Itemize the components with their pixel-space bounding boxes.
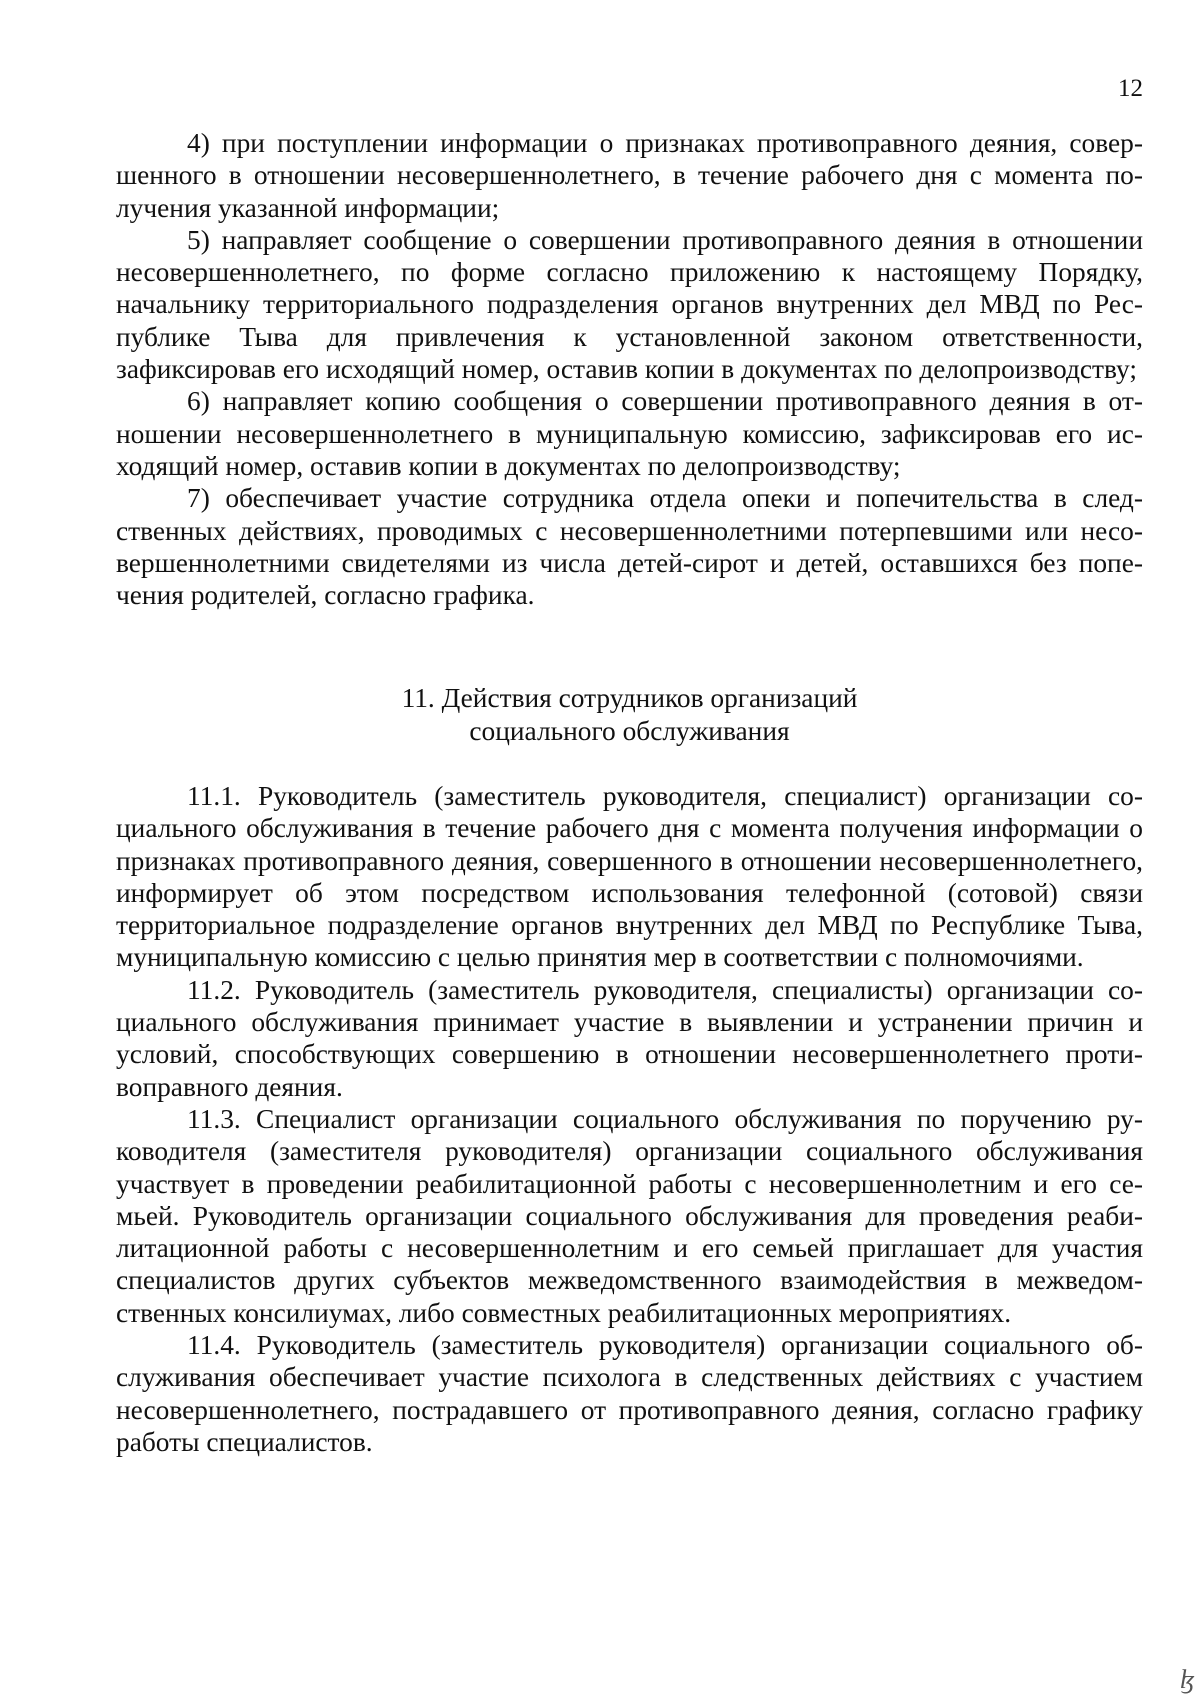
paragraph-item-7: 7) обеспечивает участие сотрудника отдела опеки и попечительства в следственных действиях, проводимых с несовершеннолетними потерпевшими или несовершеннолетними свидетелями из числа детей-сирот и детей, оставшихся без попечения родителей, согласно графика. [116,483,1143,611]
paragraph-item-6: 6) направляет копию сообщения о совершении противоправного деяния в отношении несовершеннолетнего в муниципальную комиссию, зафиксировав его исходящий номер, оставив копии в документах по делопроизводству; [116,386,1143,481]
paragraph-11-4: 11.4. Руководитель (заместитель руководителя) организации социального обслуживания обеспечивает участие психолога в следственных действиях с участием несовершеннолетнего, пострадавшего от противоправного деяния, согласно графику работы специалистов. [116,1330,1143,1457]
section-heading-line2: социального обслуживания [469,716,790,746]
page-number: 12 [1118,75,1143,102]
handwritten-corner-mark: ɮ [1179,1665,1194,1694]
section-11-body [116,780,1143,1458]
paragraph-11-2: 11.2. Руководитель (заместитель руководителя, специалисты) организации социального обслуживания принимает участие в выявлении и устранении причин и условий, способствующих совершению в отношении несовершеннолетнего противоправного деяния. [116,974,1143,1102]
section-heading [116,682,1143,748]
list-items-block [116,127,1143,611]
paragraph-11-1: 11.1. Руководитель (заместитель руководителя, специалист) организации социального обслуживания в течение рабочего дня с момента получения информации о признаках противоправного деяния, совершенного в отношении несовершеннолетнего, информирует об этом посредством использования телефонной (сотовой) связи территориальное подразделение органов внутренних дел МВД по Республике Тыва, муниципальную комиссию с целью принятия мер в соответствии с полномочиями. [116,781,1143,973]
paragraph-item-4: 4) при поступлении информации о признаках противоправного деяния, совершенного в отношении несовершеннолетнего, в течение рабочего дня с момента получения указанной информации; [116,128,1143,223]
section-heading-line1: 11. Действия сотрудников организаций [401,683,858,713]
paragraph-11-3: 11.3. Специалист организации социального обслуживания по поручению руководителя (заместителя руководителя) организации социального обслуживания участвует в проведении реабилитационной работы с несовершеннолетним и его семьей. Руководитель организации социального обслуживания для проведения реабилитационной работы с несовершеннолетним и его семьей приглашает для участия специалистов других субъектов межведомственного взаимодействия в межведомственных консилиумах, либо совместных реабилитационных мероприятиях. [116,1103,1143,1328]
paragraph-item-5: 5) направляет сообщение о совершении противоправного деяния в отношении несовершеннолетнего, по форме согласно приложению к настоящему Порядку, начальнику территориального подразделения органов внутренних дел МВД по Республике Тыва для привлечения к установленной законом ответственности, зафиксировав его исходящий номер, оставив копии в документах по делопроизводству; [116,224,1143,385]
